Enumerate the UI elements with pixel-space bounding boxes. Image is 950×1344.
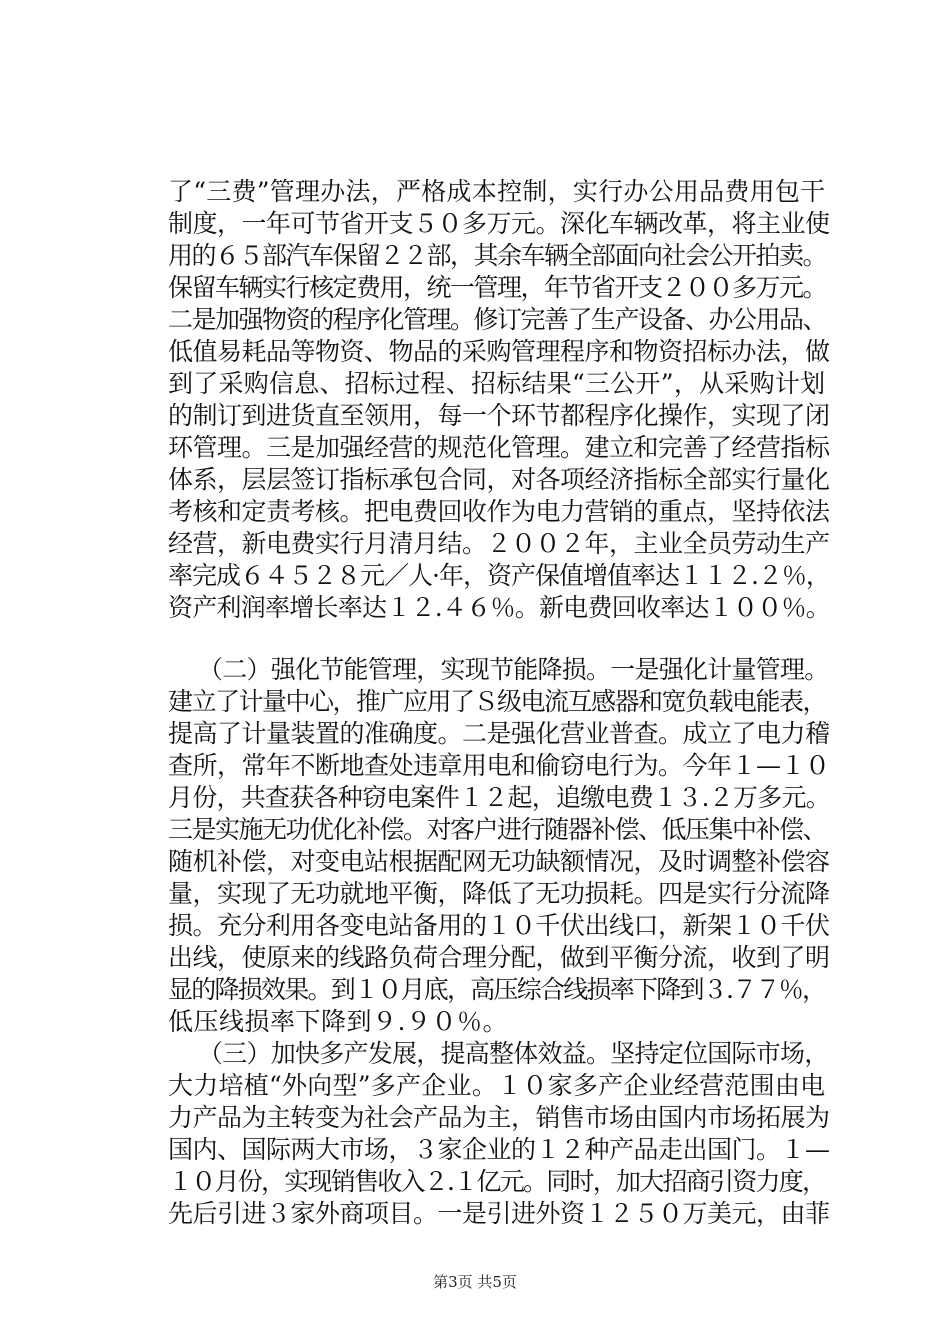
text-line: 随机补偿，对变电站根据配网无功缺额情况，及时调整补偿容 xyxy=(168,847,830,876)
paragraph-spacer xyxy=(168,624,830,654)
text-line: １０月份，实现销售收入２.１亿元。同时，加大招商引资力度， xyxy=(168,1167,826,1196)
text-line: 到了采购信息、招标过程、招标结果“三公开”，从采购计划 xyxy=(168,369,826,398)
text-line: 三是实施无功优化补偿。对客户进行随器补偿、低压集中补偿、 xyxy=(168,815,827,844)
text-line: 经营，新电费实行月清月结。２００２年，主业全员劳动生产 xyxy=(168,529,830,558)
text-line: 制度，一年可节省开支５０多万元。深化车辆改革，将主业使 xyxy=(168,209,830,238)
text-line: 率完成６４５２８元／人·年，资产保值增值率达１１２.２％， xyxy=(168,561,830,590)
text-line: 查所，常年不断地查处违章用电和偷窃电行为。今年１—１０ xyxy=(168,751,830,780)
text-line: 提高了计量装置的准确度。二是强化营业普查。成立了电力稽 xyxy=(168,719,830,748)
document-body xyxy=(168,176,830,1230)
text-line: 环管理。三是加强经营的规范化管理。建立和完善了经营指标 xyxy=(168,433,830,462)
text-line: 用的６５部汽车保留２２部，其余车辆全部面向社会公开拍卖。 xyxy=(168,241,827,270)
text-line: 体系，层层签订指标承包合同，对各项经济指标全部实行量化 xyxy=(168,465,830,494)
text-line: 低值易耗品等物资、物品的采购管理程序和物资招标办法，做 xyxy=(168,337,830,366)
text-line: 了“三费”管理办法，严格成本控制，实行办公用品费用包干 xyxy=(168,177,826,206)
page-footer xyxy=(0,1272,950,1292)
text-line: 量，实现了无功就地平衡，降低了无功损耗。四是实行分流降 xyxy=(168,879,830,908)
text-line: （三）加快多产发展，提高整体效益。坚持定位国际市场， xyxy=(198,1039,829,1068)
text-line: 月份，共查获各种窃电案件１２起，追缴电费１３.２万多元。 xyxy=(168,783,830,812)
text-line: 建立了计量中心，推广应用了Ｓ级电流互感器和宽负载电能表， xyxy=(168,687,827,716)
paragraph-energy-saving xyxy=(168,654,830,1038)
text-line: 先后引进３家外商项目。一是引进外资１２５０万美元，由菲 xyxy=(168,1199,830,1228)
text-line: 出线，使原来的线路负荷合理分配，做到平衡分流，收到了明 xyxy=(168,943,830,972)
text-line: （二）强化节能管理，实现节能降损。一是强化计量管理。 xyxy=(198,655,829,684)
text-line: 大力培植“外向型”多产企业。１０家多产企业经营范围由电 xyxy=(168,1071,826,1100)
text-line: 保留车辆实行核定费用，统一管理，年节省开支２００多万元。 xyxy=(168,273,827,302)
text-line: 考核和定责考核。把电费回收作为电力营销的重点，坚持依法 xyxy=(168,497,830,526)
text-line: 低压线损率下降到９.９０％。 xyxy=(168,1007,508,1036)
paragraph-diversified-industry xyxy=(168,1038,830,1230)
text-line: 力产品为主转变为社会产品为主，销售市场由国内市场拓展为 xyxy=(168,1103,830,1132)
text-line: 的制订到进货直至领用，每一个环节都程序化操作，实现了闭 xyxy=(168,401,830,430)
text-line: 国内、国际两大市场，３家企业的１２种产品走出国门。１— xyxy=(168,1135,830,1164)
text-line: 二是加强物资的程序化管理。修订完善了生产设备、办公用品、 xyxy=(168,305,827,334)
text-line: 显的降损效果。到１０月底，高压综合线损率下降到３.７７％， xyxy=(168,975,826,1004)
paragraph-cost-control xyxy=(168,176,830,624)
page-number: 第3页 共5页 xyxy=(433,1273,517,1291)
text-line: 资产利润率增长率达１２.４６％。新电费回收率达１００％。 xyxy=(168,593,830,622)
text-line: 损。充分利用各变电站备用的１０千伏出线口，新架１０千伏 xyxy=(168,911,830,940)
